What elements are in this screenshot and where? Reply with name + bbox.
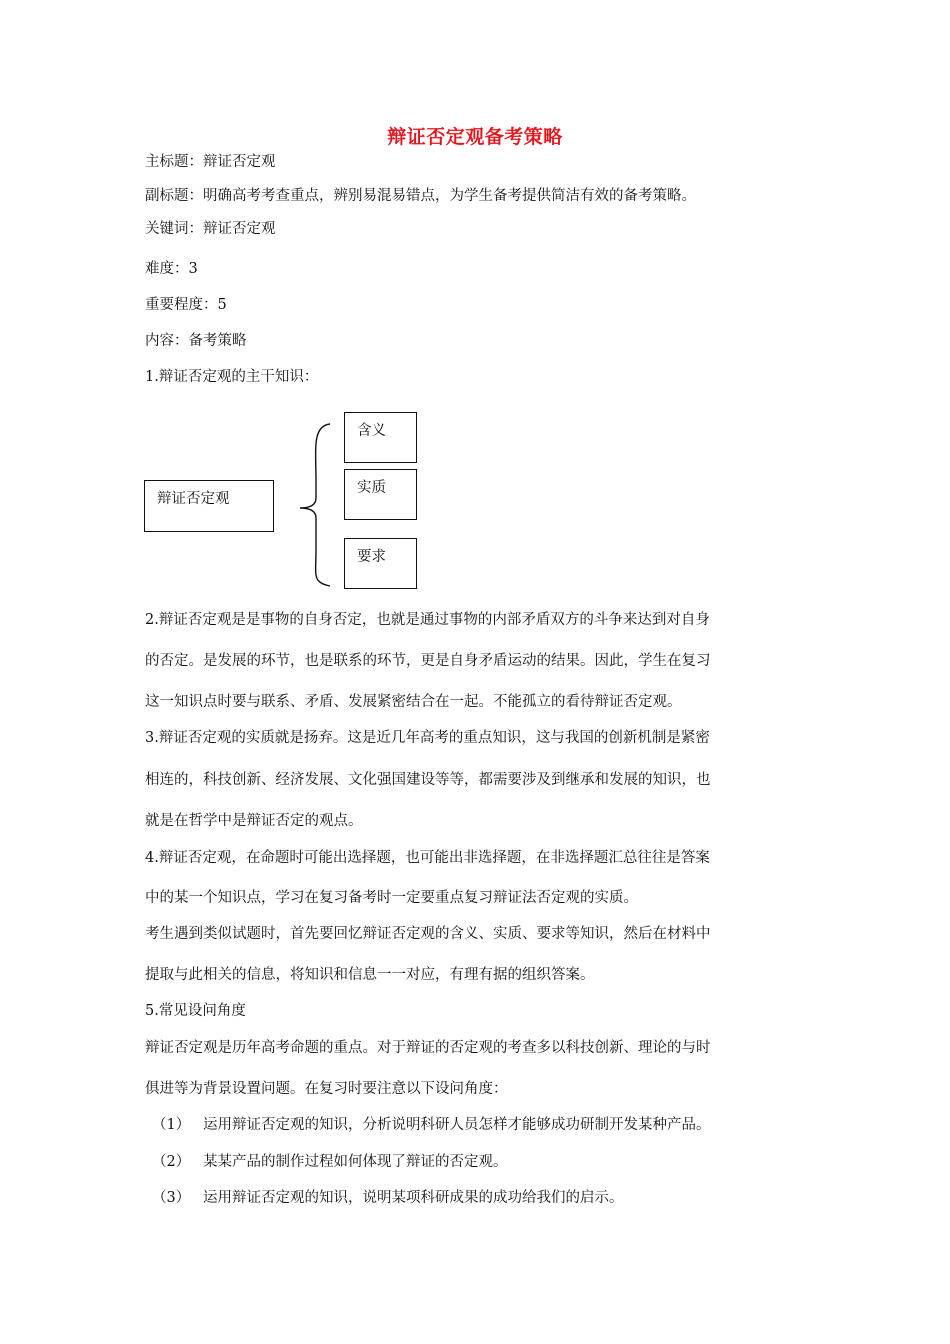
question-text: 某某产品的制作过程如何体现了辩证的否定观。 <box>203 1154 508 1170</box>
paragraph-line: 提取与此相关的信息，将知识和信息一一对应，有理有据的组织答案。 <box>145 967 595 983</box>
paragraph-line: 2.辩证否定观是是事物的自身否定，也就是通过事物的内部矛盾双方的斗争来达到对自身 <box>145 612 710 628</box>
paragraph-line: 就是在哲学中是辩证否定的观点。 <box>145 813 363 829</box>
importance-line: 重要程度：5 <box>145 297 227 313</box>
diagram-branch-box <box>344 469 417 520</box>
paragraph-line: 中的某一个知识点，学习在复习备考时一定要重点复习辩证法否定观的实质。 <box>145 890 638 906</box>
section5-heading: 5.常见设问角度 <box>145 1003 246 1019</box>
paragraph-line: 俱进等为背景设置问题。在复习时要注意以下设问角度： <box>145 1081 508 1097</box>
diagram-brace <box>296 420 336 590</box>
diagram-root-box <box>144 480 274 532</box>
main-title-line: 主标题：辩证否定观 <box>145 154 276 170</box>
paragraph-line: 4.辩证否定观，在命题时可能出选择题，也可能出非选择题，在非选择题汇总往往是答案 <box>145 850 710 866</box>
paragraph-line: 这一知识点时要与联系、矛盾、发展紧密结合在一起。不能孤立的看待辩证否定观。 <box>145 694 682 710</box>
diagram-root-label: 辩证否定观 <box>157 491 230 507</box>
question-number: （3） <box>152 1190 191 1206</box>
subtitle-line: 副标题：明确高考考查重点，辨别易混易错点，为学生备考提供简洁有效的备考策略。 <box>145 188 696 204</box>
question-number: （2） <box>152 1154 191 1170</box>
paragraph-line: 考生遇到类似试题时，首先要回忆辩证否定观的含义、实质、要求等知识，然后在材料中 <box>145 926 711 942</box>
diagram-branch-box <box>344 412 417 463</box>
question-text: 运用辩证否定观的知识，分析说明科研人员怎样才能够成功研制开发某种产品。 <box>203 1117 711 1133</box>
keywords-line: 关键词：辩证否定观 <box>145 221 276 237</box>
question-text: 运用辩证否定观的知识，说明某项科研成果的成功给我们的启示。 <box>203 1190 624 1206</box>
document-title: 辩证否定观备考策略 <box>387 126 563 148</box>
question-number: （1） <box>152 1117 191 1133</box>
difficulty-line: 难度：3 <box>145 261 198 277</box>
paragraph-line: 3.辩证否定观的实质就是扬弃。这是近几年高考的重点知识，这与我国的创新机制是紧密 <box>145 730 710 746</box>
paragraph-line: 的否定。是发展的环节，也是联系的环节，更是自身矛盾运动的结果。因此，学生在复习 <box>145 653 711 669</box>
diagram-branch-label: 要求 <box>357 549 386 565</box>
paragraph-line: 辩证否定观是历年高考命题的重点。对于辩证的否定观的考查多以科技创新、理论的与时 <box>145 1040 711 1056</box>
diagram-branch-label: 实质 <box>357 480 386 496</box>
diagram-branch-label: 含义 <box>357 423 386 439</box>
section1-heading: 1.辩证否定观的主干知识： <box>145 369 319 385</box>
paragraph-line: 相连的，科技创新、经济发展、文化强国建设等等，都需要涉及到继承和发展的知识，也 <box>145 772 711 788</box>
content-line: 内容：备考策略 <box>145 333 247 349</box>
diagram-branch-box <box>344 538 417 589</box>
